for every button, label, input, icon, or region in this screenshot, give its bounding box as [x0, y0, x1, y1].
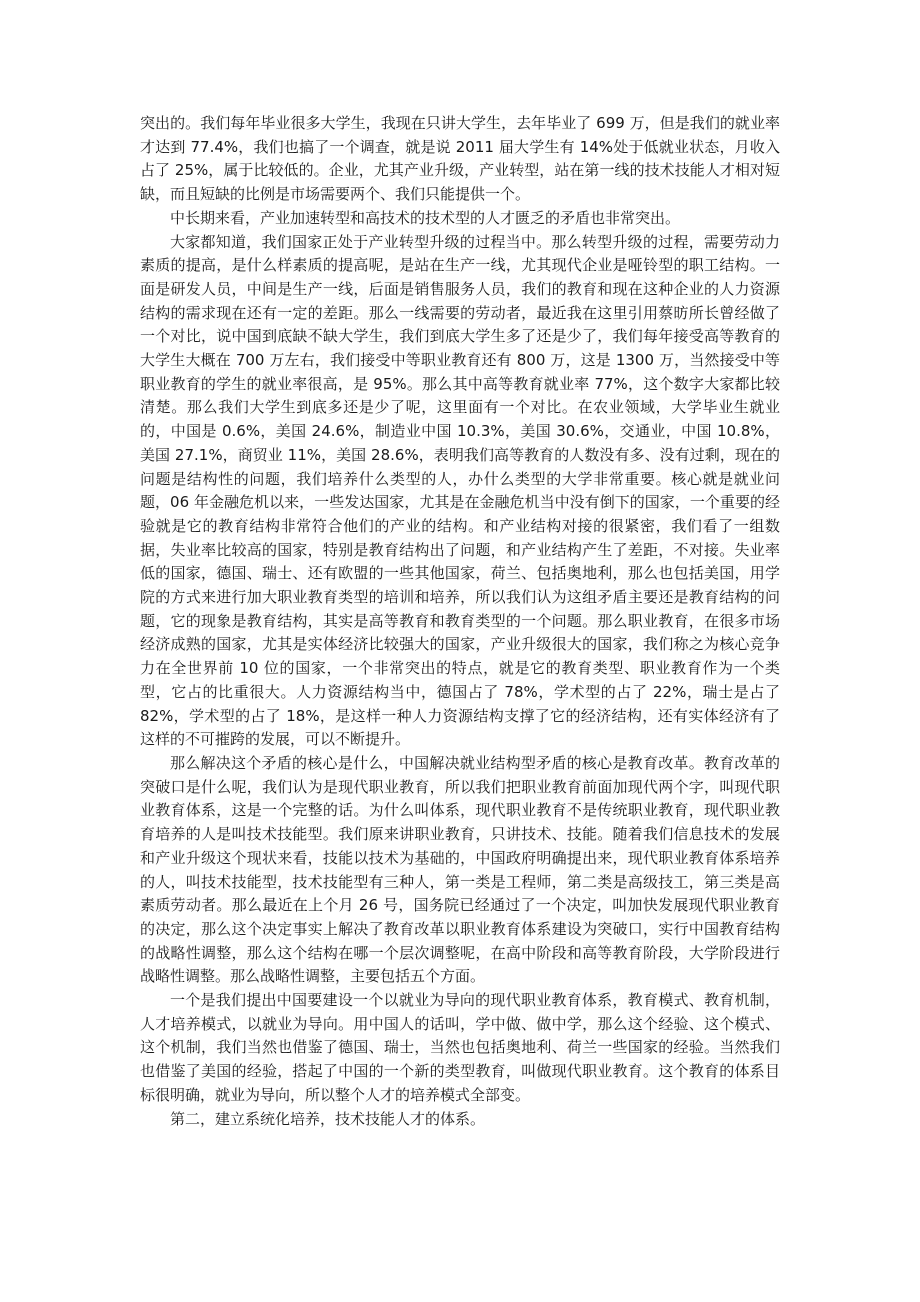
paragraph-4: 那么解决这个矛盾的核心是什么，中国解决就业结构型矛盾的核心是教育改革。教育改革的突破口是什么呢，我们认为是现代职业教育，所以我们把职业教育前面加现代两个字，叫现代职业教育体系，这是一个完整的话。为什么叫体系，现代职业教育不是传统职业教育，现代职业教育培养的人是叫技术技能型。我们原来讲职业教育，只讲技术、技能。随着我们信息技术的发展和产业升级这个现状来看，技能以技术为基础的，中国政府明确提出来，现代职业教育体系培养的人，叫技术技能型，技术技能型有三种人，第一类是工程师，第二类是高级技工，第三类是高素质劳动者。那么最近在上个月 26 号，国务院已经通过了一个决定，叫加快发展现代职业教育的决定，那么这个决定事实上解决了教育改革以职业教育体系建设为突破口，实行中国教育结构的战略性调整，那么这个结构在哪一个层次调整呢，在高中阶段和高等教育阶段，大学阶段进行战略性调整。那么战略性调整，主要包括五个方面。 [140, 753, 780, 986]
paragraph-6: 第二，建立系统化培养，技术技能人才的体系。 [170, 1109, 486, 1128]
paragraph-1: 突出的。我们每年毕业很多大学生，我现在只讲大学生，去年毕业了 699 万，但是我们的就业率才达到 77.4%，我们也搞了一个调查，就是说 2011 届大学生有 14%处于低就业状态，月收入占了 25%，属于比较低的。企业，尤其产业升级，产业转型，站在第一线的技术技能人才相对短缺，而且短缺的比例是市场需要两个、我们只能提供一个。 [140, 114, 780, 204]
paragraph-3: 大家都知道，我们国家正处于产业转型升级的过程当中。那么转型升级的过程，需要劳动力素质的提高，是什么样素质的提高呢，是站在生产一线，尤其现代企业是哑铃型的职工结构。一面是研发人员，中间是生产一线，后面是销售服务人员，我们的教育和现在这种企业的人力资源结构的需求现在还有一定的差距。那么一线需要的劳动者，最近我在这里引用蔡昉所长曾经做了一个对比，说中国到底缺不缺大学生，我们到底大学生多了还是少了，我们每年接受高等教育的大学生大概在 700 万左右，我们接受中等职业教育还有 800 万，这是 1300 万，当然接受中等职业教育的学生的就业率很高，是 95%。那么其中高等教育就业率 77%，这个数字大家都比较清楚。那么我们大学生到底多还是少了呢，这里面有一个对比。在农业领域，大学毕业生就业的，中国是 0.6%，美国 24.6%，制造业中国 10.3%，美国 30.6%，交通业，中国 10.8%，美国 27.1%，商贸业 11%，美国 28.6%，表明我们高等教育的人数没有多、没有过剩，现在的问题是结构性的问题，我们培养什么类型的人，办什么类型的大学非常重要。核心就是就业问题，06 年金融危机以来，一些发达国家，尤其是在金融危机当中没有倒下的国家，一个重要的经验就是它的教育结构非常符合他们的产业的结构。和产业结构对接的很紧密，我们看了一组数据，失业率比较高的国家，特别是教育结构出了问题，和产业结构产生了差距，不对接。失业率低的国家，德国、瑞士、还有欧盟的一些其他国家，荷兰、包括奥地利，那么也包括美国，用学院的方式来进行加大职业教育类型的培训和培养，所以我们认为这组矛盾主要还是教育结构的问题，它的现象是教育结构，其实是高等教育和教育类型的一个问题。那么职业教育，在很多市场经济成熟的国家，尤其是实体经济比较强大的国家，产业升级很大的国家，我们称之为核心竞争力在全世界前 10 位的国家，一个非常突出的特点，就是它的教育类型、职业教育作为一个类型，它占的比重很大。人力资源结构当中，德国占了 78%，学术型的占了 22%，瑞士是占了 82%，学术型的占了 18%，是这样一种人力资源结构支撑了它的经济结构，还有实体经济有了这样的不可摧跨的发展，可以不断提升。 [140, 232, 780, 749]
body-text [140, 112, 780, 1131]
paragraph-5: 一个是我们提出中国要建设一个以就业为导向的现代职业教育体系，教育模式、教育机制，人才培养模式，以就业为导向。用中国人的话叫，学中做、做中学，那么这个经验、这个模式、这个机制，我们当然也借鉴了德国、瑞士，当然也包括奥地利、荷兰一些国家的经验。当然我们也借鉴了美国的经验，搭起了中国的一个新的类型教育，叫做现代职业教育。这个教育的体系目标很明确，就业为导向，所以整个人才的培养模式全部变。 [140, 991, 780, 1104]
paragraph-2: 中长期来看，产业加速转型和高技术的技术型的人才匮乏的矛盾也非常突出。 [170, 208, 681, 227]
